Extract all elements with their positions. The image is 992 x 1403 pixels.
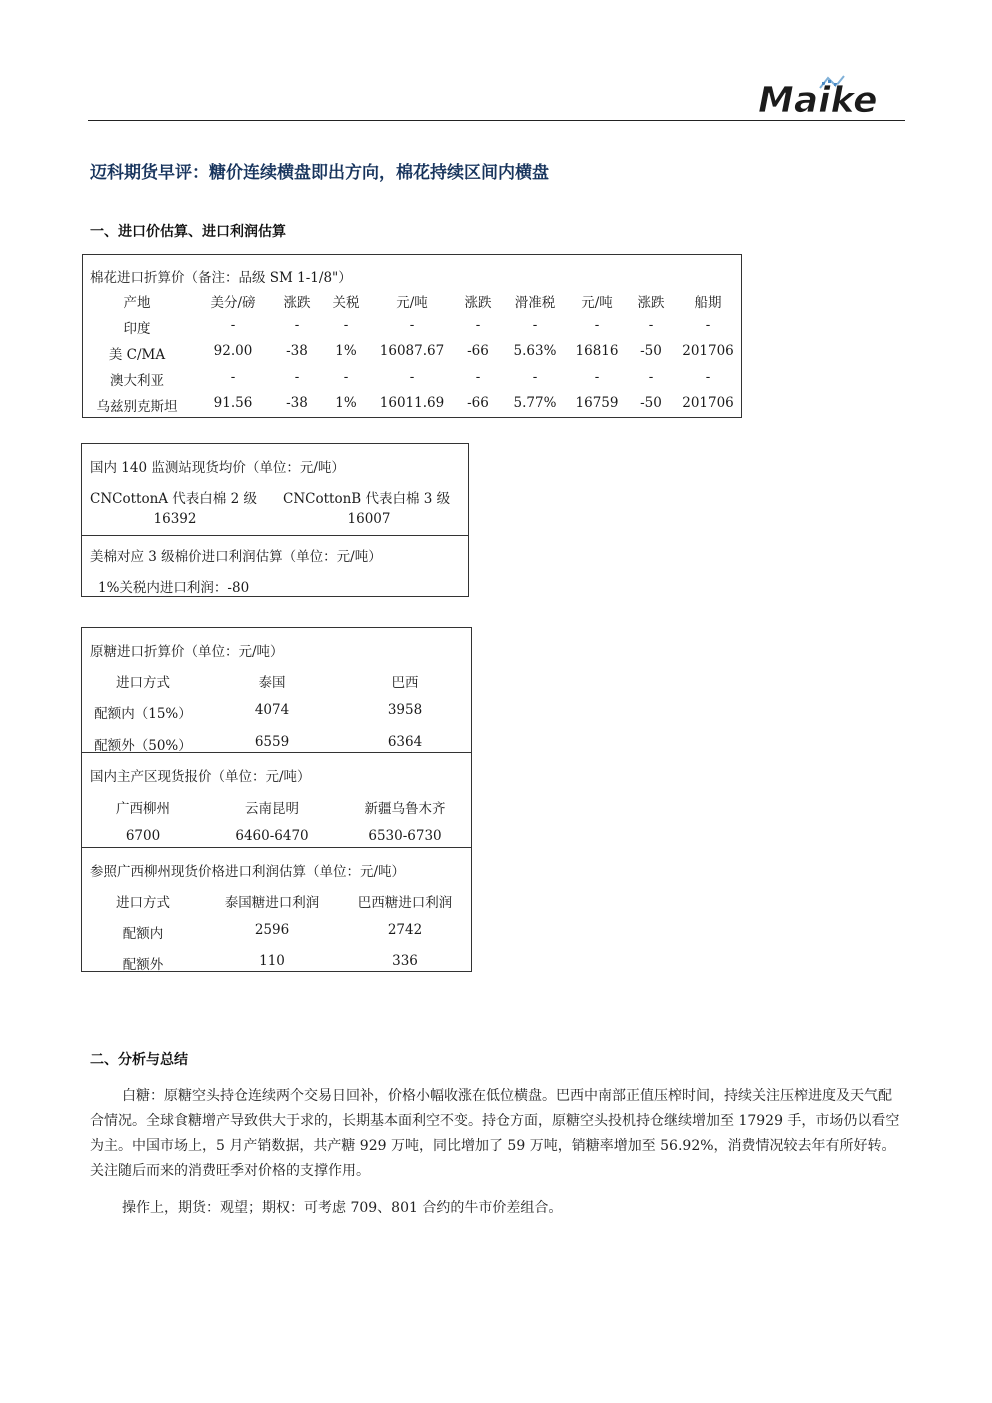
table-cell: 6559 (254, 734, 290, 750)
table-cell: 1% (335, 343, 357, 359)
table-cell: 16816 (575, 343, 619, 359)
table-cell: 澳大利亚 (110, 373, 164, 389)
table-cell: 5.63% (513, 343, 557, 359)
table-header-cell: 进口方式 (116, 895, 170, 911)
table-cell: 2596 (254, 922, 290, 938)
sugar-import-caption: 原糖进口折算价（单位：元/吨） (90, 644, 284, 660)
table-header-cell: 泰国 (258, 675, 286, 691)
cncotton-b-value: 16007 (347, 511, 391, 527)
maike-logo (752, 70, 892, 120)
table-cell: 201706 (682, 343, 734, 359)
table-cell: - (594, 317, 600, 333)
table-header-cell: 泰国糖进口利润 (224, 895, 320, 911)
table-divider (81, 752, 472, 753)
cotton-profit-caption: 美棉对应 3 级棉价进口利润估算（单位：元/吨） (90, 549, 382, 565)
svg-text:Maike: Maike (758, 80, 878, 120)
table-cell: - (475, 317, 481, 333)
table-header-cell: 进口方式 (116, 675, 170, 691)
table-cell: 91.56 (213, 395, 253, 411)
sugar-profit-caption: 参照广西柳州现货价格进口利润估算（单位：元/吨） (90, 864, 406, 880)
table-header-cell: 产地 (123, 295, 151, 311)
table-cell: 92.00 (213, 343, 253, 359)
table-cell: 1% (335, 395, 357, 411)
table-cell: - (594, 369, 600, 385)
table-header-cell: 涨跌 (637, 295, 665, 311)
analysis-paragraph-operation: 操作上，期货：观望；期权：可考虑 709、801 合约的牛市价差组合。 (122, 1200, 563, 1216)
table-cell: 336 (392, 953, 418, 969)
table-divider (81, 847, 472, 848)
table-cell: - (648, 369, 654, 385)
table-cell: -66 (467, 343, 489, 359)
table-cell: - (648, 317, 654, 333)
cncotton-a-value: 16392 (153, 511, 197, 527)
table-cell: 16011.69 (379, 395, 445, 411)
table-cell: 2742 (387, 922, 423, 938)
table-header-cell: 云南昆明 (245, 801, 299, 817)
table-header-cell: 巴西 (391, 675, 419, 691)
cncotton-a-label: CNCottonA 代表白棉 2 级 (90, 491, 257, 507)
table-cell: 6460-6470 (235, 828, 309, 844)
table-header-cell: 广西柳州 (116, 801, 170, 817)
table-header-cell: 船期 (694, 295, 722, 311)
table-header-cell: 新疆乌鲁木齐 (364, 801, 446, 817)
table-cell: 3958 (387, 702, 423, 718)
table-cell: 16087.67 (379, 343, 445, 359)
table-header-cell: 元/吨 (581, 295, 613, 311)
cotton-profit-line: 1%关税内进口利润：-80 (98, 580, 250, 596)
table-header-cell: 滑准税 (514, 295, 556, 311)
table-cell: -66 (467, 395, 489, 411)
table-cell: 6530-6730 (368, 828, 442, 844)
table-divider (81, 535, 469, 536)
table-header-cell: 涨跌 (283, 295, 311, 311)
table-cell: 16759 (575, 395, 619, 411)
table-cell: -38 (286, 395, 308, 411)
table-header-cell: 美分/磅 (210, 295, 256, 311)
cotton-domestic-caption: 国内 140 监测站现货均价（单位：元/吨） (90, 460, 345, 476)
table-cell: - (705, 369, 711, 385)
table-cell: 乌兹别克斯坦 (96, 399, 178, 415)
table-cell: - (409, 369, 415, 385)
header-rule (88, 120, 905, 121)
table-cell: 110 (259, 953, 285, 969)
table-cell: - (409, 317, 415, 333)
table-cell: - (532, 369, 538, 385)
table-cell: - (343, 369, 349, 385)
sugar-spot-caption: 国内主产区现货报价（单位：元/吨） (90, 769, 311, 785)
table-cell: - (475, 369, 481, 385)
table-cell: 4074 (254, 702, 290, 718)
table-cell: 配额外（50%） (94, 738, 192, 754)
table-cell: - (230, 369, 236, 385)
table-cell: - (230, 317, 236, 333)
section-heading-import: 一、进口价估算、进口利润估算 (90, 224, 286, 240)
table-cell: 配额内 (122, 926, 164, 942)
section-heading-analysis: 二、分析与总结 (90, 1052, 188, 1068)
page-title: 迈科期货早评：糖价连续横盘即出方向，棉花持续区间内横盘 (90, 163, 549, 183)
table-cell: - (343, 317, 349, 333)
table-header-cell: 元/吨 (396, 295, 428, 311)
table-cell: -38 (286, 343, 308, 359)
table-cell: 配额外 (122, 957, 164, 973)
cotton-import-caption: 棉花进口折算价（备注：品级 SM 1-1/8"） (90, 270, 352, 286)
table-header-cell: 涨跌 (464, 295, 492, 311)
analysis-paragraph-sugar: 白糖：原糖空头持仓连续两个交易日回补，价格小幅收涨在低位横盘。巴西中南部正值压榨时间，持续关注压榨进度及天气配合情况。全球食糖增产导致供大于求的，长期基本面利空不变。持仓方面，原糖空头投机持仓继续增加至 17929 手，市场仍以看空为主。中国市场上，5 月产销数据，共产糖 929 万吨，同比增加了 59 万吨，销糖率增加至 56.92%，消费情况较去年有所好转。关注随后而来的消费旺季对价格的支撑作用。 (90, 1088, 900, 1179)
table-cell: 美 C/MA (108, 347, 166, 363)
table-cell: 5.77% (513, 395, 557, 411)
table-header-cell: 巴西糖进口利润 (357, 895, 453, 911)
table-cell: 印度 (123, 321, 151, 337)
table-cell: 6364 (387, 734, 423, 750)
table-cell: - (294, 369, 300, 385)
table-header-cell: 关税 (332, 295, 360, 311)
table-cell: - (705, 317, 711, 333)
table-cell: - (294, 317, 300, 333)
table-cell: 6700 (125, 828, 161, 844)
table-cell: 201706 (682, 395, 734, 411)
table-cell: - (532, 317, 538, 333)
table-cell: 配额内（15%） (94, 706, 192, 722)
cncotton-b-label: CNCottonB 代表白棉 3 级 (283, 491, 451, 507)
table-cell: -50 (640, 395, 662, 411)
table-cell: -50 (640, 343, 662, 359)
